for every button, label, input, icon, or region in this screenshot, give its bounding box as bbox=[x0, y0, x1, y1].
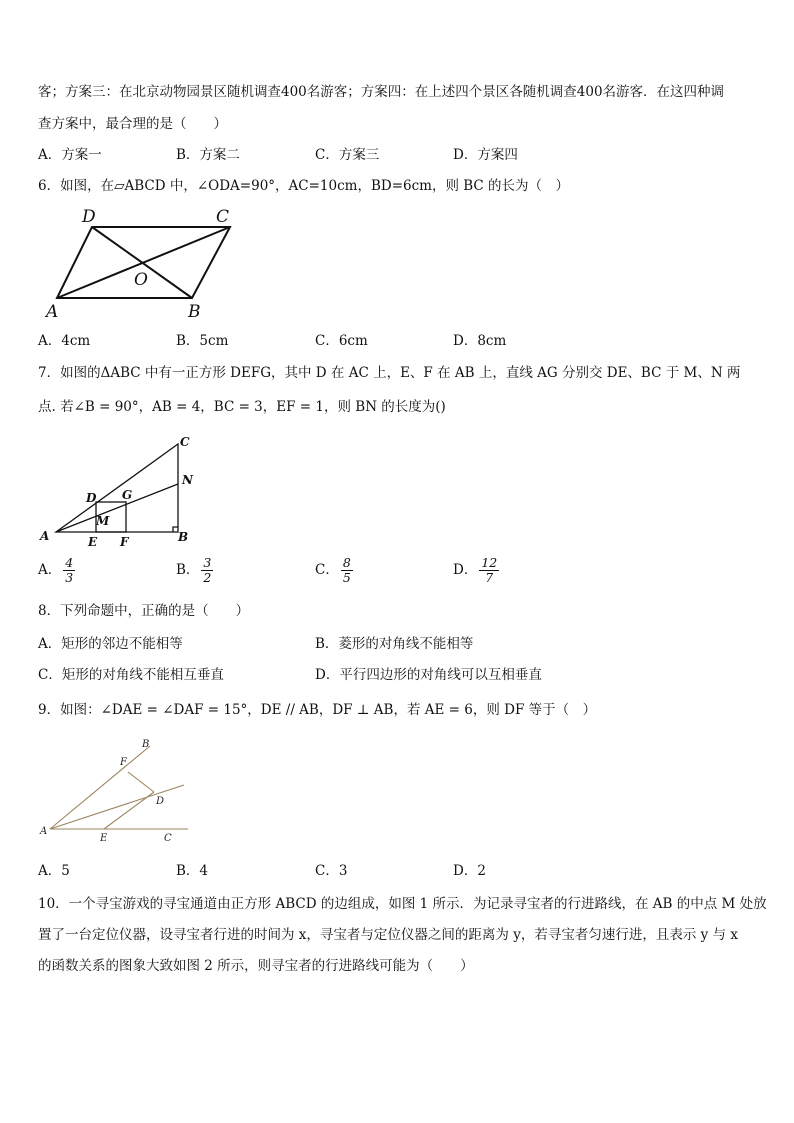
q9-option-b: B．4 bbox=[176, 863, 209, 879]
q7-option-d-fraction bbox=[479, 556, 499, 585]
q9-label-f: F bbox=[120, 757, 127, 768]
q7-label-n: N bbox=[182, 473, 193, 487]
q9-label-e: E bbox=[100, 833, 108, 844]
q7-option-d-numerator: 12 bbox=[481, 555, 498, 570]
q5-option-c: C．方案三 bbox=[315, 147, 380, 163]
q7-option-c-denominator: 5 bbox=[342, 570, 351, 585]
q7-stem-line1: 7．如图的ΔABC 中有一正方形 DEFG，其中 D 在 AC 上，E、F 在 AB 上，直线 AG 分别交 DE、BC 于 M、N 两 bbox=[38, 365, 741, 381]
q7-option-c-fraction bbox=[341, 556, 353, 585]
q7-option-d bbox=[453, 556, 499, 585]
q6-label-o: O bbox=[134, 270, 148, 290]
q7-option-b-letter: B． bbox=[176, 562, 200, 578]
q9-segment-fd bbox=[128, 772, 154, 792]
q7-line-ag bbox=[56, 484, 178, 532]
q7-option-a-numerator: 4 bbox=[65, 555, 74, 570]
q7-option-a-letter: A． bbox=[38, 562, 62, 578]
q7-label-f: F bbox=[120, 535, 129, 549]
q8-option-d: D．平行四边形的对角线可以互相垂直 bbox=[315, 667, 542, 683]
q7-option-c-letter: C． bbox=[315, 562, 339, 578]
q7-label-c: C bbox=[180, 435, 190, 449]
q9-label-b: B bbox=[142, 739, 150, 750]
q6-option-b: B．5cm bbox=[176, 333, 229, 349]
q9-angle-figure bbox=[38, 733, 208, 853]
q6-parallelogram-figure bbox=[40, 205, 240, 320]
q10-stem-line2: 置了一台定位仪器，设寻宝者行进的时间为 x，寻宝者与定位仪器之间的距离为 y，若寻宝者匀速行进，且表示 y 与 x bbox=[38, 927, 738, 943]
q10-stem-line1: 10．一个寻宝游戏的寻宝通道由正方形 ABCD 的边组成，如图 1 所示．为记录寻宝者的行进路线，在 AB 的中点 M 处放 bbox=[38, 896, 767, 912]
q6-stem: 6．如图，在▱ABCD 中，∠ODA=90°，AC=10cm，BD=6cm，则 BC 的长为（ ） bbox=[38, 178, 570, 194]
q7-label-m: M bbox=[96, 514, 110, 528]
q5-option-a: A．方案一 bbox=[38, 147, 102, 163]
q9-segment-ed bbox=[104, 792, 154, 829]
q9-stem: 9．如图：∠DAE = ∠DAF = 15°，DE // AB，DF ⊥ AB，若 AE = 6，则 DF 等于（ ） bbox=[38, 702, 597, 718]
q5-option-b: B．方案二 bbox=[176, 147, 240, 163]
q6-label-d: D bbox=[82, 207, 96, 227]
q7-option-c bbox=[315, 556, 353, 585]
q7-option-b-denominator: 2 bbox=[203, 570, 212, 585]
q5-option-d: D．方案四 bbox=[453, 147, 518, 163]
q7-option-d-letter: D． bbox=[453, 562, 478, 578]
q7-option-a-fraction bbox=[63, 556, 75, 585]
q9-option-a: A．5 bbox=[38, 863, 70, 879]
q7-label-b: B bbox=[178, 530, 189, 544]
q7-label-e: E bbox=[88, 535, 98, 549]
q8-option-b: B．菱形的对角线不能相等 bbox=[315, 636, 474, 652]
q9-label-a: A bbox=[40, 826, 48, 837]
q5-stem-line2: 查方案中，最合理的是（ ） bbox=[38, 116, 227, 132]
q5-stem-line1: 客；方案三：在北京动物园景区随机调查400名游客；方案四：在上述四个景区各随机调查400名游客．在这四种调 bbox=[38, 84, 725, 100]
q8-option-a: A．矩形的邻边不能相等 bbox=[38, 636, 183, 652]
q7-label-g: G bbox=[122, 488, 133, 502]
q6-label-b: B bbox=[188, 302, 201, 322]
q6-option-c: C．6cm bbox=[315, 333, 368, 349]
q9-label-c: C bbox=[164, 833, 172, 844]
q7-option-d-denominator: 7 bbox=[485, 570, 494, 585]
q9-ray-ab bbox=[50, 746, 150, 829]
q9-label-d: D bbox=[156, 796, 165, 807]
q9-ray-ad bbox=[50, 785, 184, 829]
q7-option-a bbox=[38, 556, 75, 585]
q8-stem: 8．下列命题中，正确的是（ ） bbox=[38, 603, 250, 619]
q6-option-d: D．8cm bbox=[453, 333, 507, 349]
q10-stem-line3: 的函数关系的图象大致如图 2 所示，则寻宝者的行进路线可能为（ ） bbox=[38, 958, 474, 974]
q7-option-c-numerator: 8 bbox=[342, 555, 351, 570]
q9-option-c: C．3 bbox=[315, 863, 348, 879]
q8-option-c: C．矩形的对角线不能相互垂直 bbox=[38, 667, 224, 683]
q7-option-b-numerator: 3 bbox=[203, 555, 212, 570]
q6-label-a: A bbox=[46, 302, 59, 322]
q6-label-c: C bbox=[216, 207, 230, 227]
q7-option-b-fraction bbox=[201, 556, 213, 585]
q7-option-a-denominator: 3 bbox=[65, 570, 74, 585]
q7-stem-line2: 点. 若∠B = 90°，AB = 4，BC = 3，EF = 1，则 BN 的长度为() bbox=[38, 399, 446, 415]
q6-option-a: A．4cm bbox=[38, 333, 91, 349]
q7-triangle-figure bbox=[38, 432, 208, 547]
q7-label-d: D bbox=[86, 491, 97, 505]
q9-option-d: D．2 bbox=[453, 863, 486, 879]
q7-option-b bbox=[176, 556, 213, 585]
q7-triangle-abc bbox=[56, 444, 178, 532]
q7-label-a: A bbox=[40, 529, 50, 543]
